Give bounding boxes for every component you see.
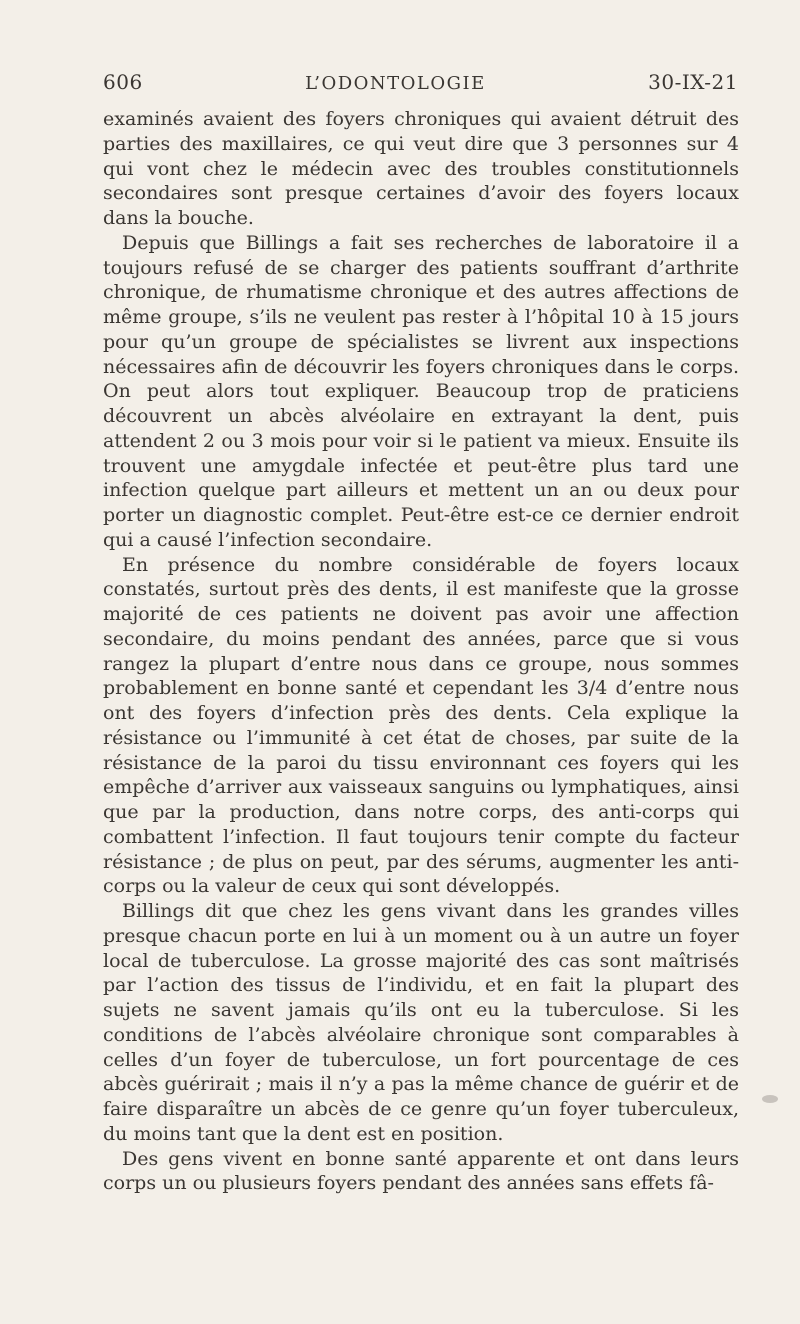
issue-date: 30-IX-21 <box>648 70 738 94</box>
body-text <box>103 107 739 1196</box>
paragraph-apparent-health: Des gens vivent en bonne santé apparente et ont dans leurs corps un ou plusieurs foyers pendant des années sans effets fâ- <box>103 1147 739 1195</box>
running-header <box>103 70 738 104</box>
journal-title: L’ODONTOLOGIE <box>305 73 486 94</box>
paragraph-local-foci: En présence du nombre considérable de foyers locaux constatés, surtout près des dents, il est manifeste que la grosse majorité de ces patients ne doivent pas avoir une affection secondaire, du moins pendant des années, parce que si vous rangez la plupart d’entre nous dans ce groupe, nous sommes probablement en bonne santé et cependant les 3/4 d’entre nous ont des foyers d’infection près des dents. Cela explique la résistance ou l’immunité à cet état de choses, par suite de la résistance de la paroi du tissu environnant ces foyers qui les empêche d’arriver aux vaisseaux sanguins ou lymphatiques, ainsi que par la production, dans notre corps, des anti-corps qui combattent l’infection. Il faut toujours tenir compte du facteur résistance ; de plus on peut, par des sérums, augmenter les anti-corps ou la valeur de ceux qui sont développés. <box>103 553 739 898</box>
page-number: 606 <box>103 70 143 94</box>
paragraph-tuberculosis: Billings dit que chez les gens vivant dans les grandes villes presque chacun porte en lui à un moment ou à un autre un foyer local de tuberculose. La grosse majorité des cas sont maîtrisés par l’action des tissus de l’individu, et en fait la plupart des sujets ne savent jamais qu’ils ont eu la tuberculose. Si les conditions de l’abcès alvéolaire chronique sont comparables à celles d’un foyer de tuberculose, un fort pourcentage de ces abcès guérirait ; mais il n’y a pas la même chance de guérir et de faire disparaître un abcès de ce genre qu’un foyer tuberculeux, du moins tant que la dent est en position. <box>103 900 739 1145</box>
paragraph-continuation: examinés avaient des foyers chroniques qui avaient détruit des parties des maxillaires, ce qui veut dire que 3 personnes sur 4 qui vont chez le médecin avec des troubles constitutionnels secondaires sont presque certaines d’avoir des foyers locaux dans la bouche. <box>103 108 739 229</box>
paragraph-billings-research: Depuis que Billings a fait ses recherches de laboratoire il a toujours refusé de se charger des patients souffrant d’arthrite chronique, de rhumatisme chronique et des autres affections de même groupe, s’ils ne veulent pas rester à l’hôpital 10 à 15 jours pour qu’un groupe de spécialistes se livrent aux inspections nécessaires afin de découvrir les foyers chroniques dans le corps. On peut alors tout expliquer. Beaucoup trop de praticiens découvrent un abcès alvéolaire en extrayant la dent, puis attendent 2 ou 3 mois pour voir si le patient va mieux. Ensuite ils trouvent une amygdale infectée et peut-être plus tard une infection quelque part ailleurs et mettent un an ou deux pour porter un diagnostic complet. Peut-être est-ce ce dernier endroit qui a causé l’infection secondaire. <box>103 231 739 551</box>
ink-smudge <box>762 1095 778 1103</box>
